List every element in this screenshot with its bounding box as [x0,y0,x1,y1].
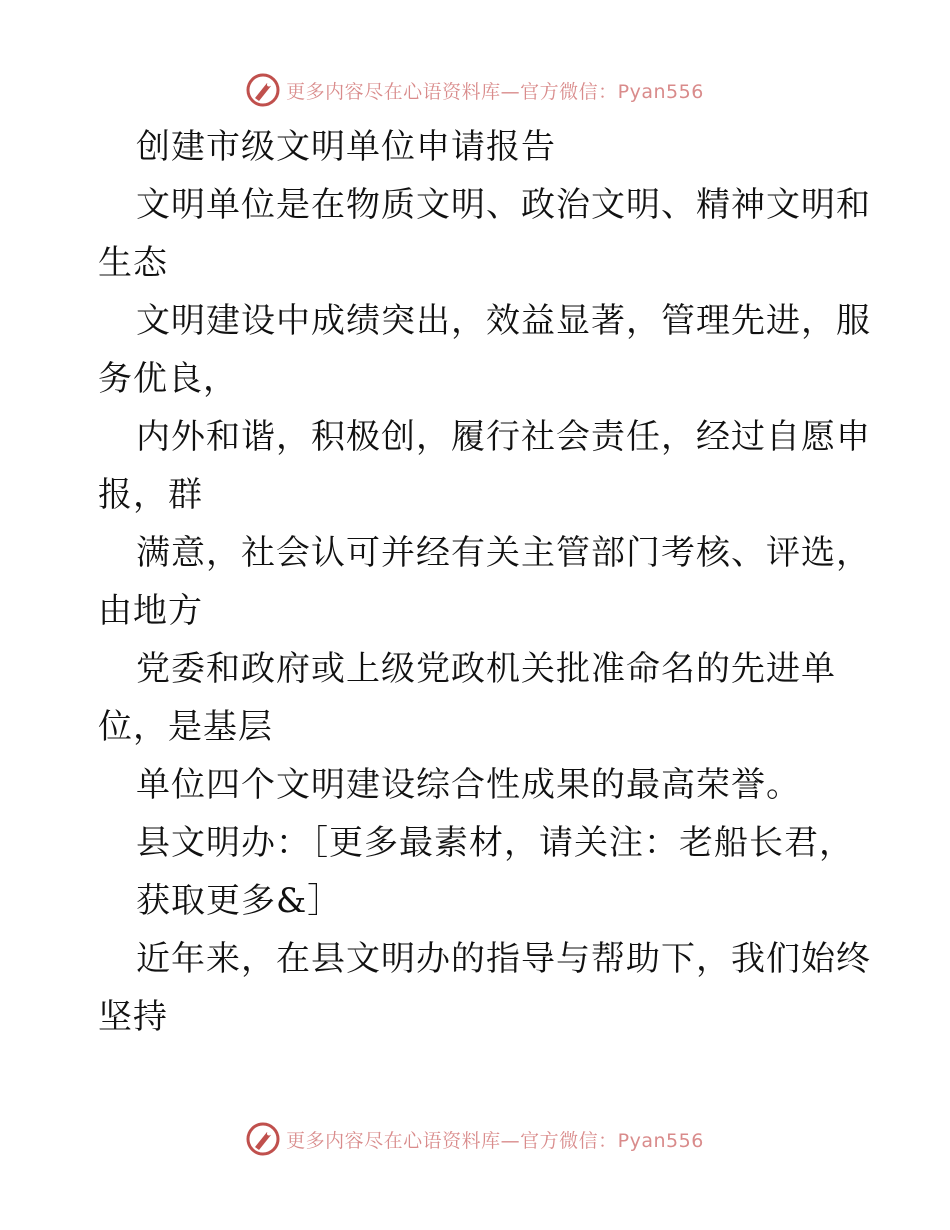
document-title: 创建市级文明单位申请报告 [136,127,556,167]
paragraph-line: 党委和政府或上级党政机关批准命名的先进单 [136,649,836,689]
paragraph-line: 位，是基层 [98,707,273,747]
paragraph-line: 生态 [98,243,168,283]
watermark-text: 更多内容尽在心语资料库—官方微信：Pyan556 [286,80,704,103]
paragraph-line: 文明建设中成绩突出，效益显著，管理先进，服 [136,301,871,341]
paragraph-line: 由地方 [98,591,203,631]
document-body [98,118,871,1046]
addressee-line: 县文明办：［更多最素材，请关注：老船长君， [136,823,854,863]
header-watermark [0,70,950,110]
paragraph-line: 坚持 [98,997,168,1037]
footer-watermark [0,1119,950,1159]
paragraph-line: 满意，社会认可并经有关主管部门考核、评选， [136,533,871,573]
paragraph-line: 文明单位是在物质文明、政治文明、精神文明和 [136,185,871,225]
paragraph-line: 获取更多&］ [136,881,343,921]
pen-logo-icon [246,73,280,107]
pen-logo-icon [246,1122,280,1156]
watermark-text: 更多内容尽在心语资料库—官方微信：Pyan556 [286,1129,704,1152]
paragraph-line: 务优良， [98,359,238,399]
paragraph-line: 报，群 [98,475,203,515]
paragraph-line: 近年来，在县文明办的指导与帮助下，我们始终 [136,939,871,979]
paragraph-line: 单位四个文明建设综合性成果的最高荣誉。 [136,765,801,805]
paragraph-line: 内外和谐，积极创，履行社会责任，经过自愿申 [136,417,871,457]
